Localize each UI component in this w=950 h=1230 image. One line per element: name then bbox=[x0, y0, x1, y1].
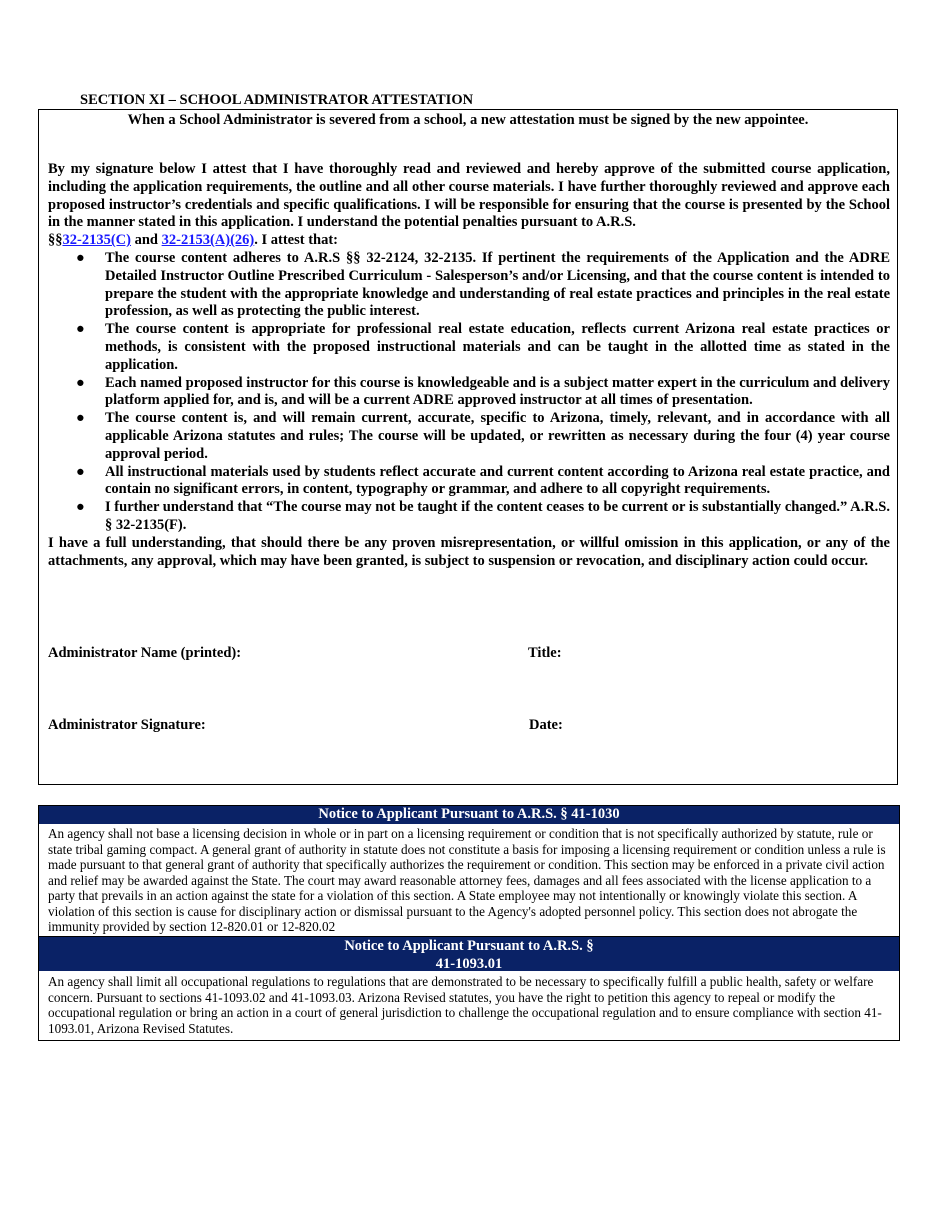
bullet-text: The course content is, and will remain current, accurate, specific to Arizona, timely, relevant, and in accordance with all applicable Arizona statutes and rules; The course will be updated, or rewritten as necessary during the four (4) year course approval period. bbox=[105, 410, 890, 462]
notice-41-1030-header: Notice to Applicant Pursuant to A.R.S. § 41-1030 bbox=[39, 806, 899, 824]
bullet-icon: ● bbox=[76, 463, 85, 480]
date-label: Date: bbox=[529, 717, 563, 733]
bullet-text: All instructional materials used by students reflect accurate and current content according to Arizona real estate practice, and contain no significant errors, in content, typography or grammar, and adhere to all copyright requirements. bbox=[105, 463, 890, 498]
list-item bbox=[48, 375, 890, 411]
bullet-text: The course content adheres to A.R.S §§ 32-2124, 32-2135. If pertinent the requirements of the Application and the ADRE Detailed Instructor Outline Prescribed Curriculum - Salesperson’s and/or Licensing, and that the course content is intended to prepare the student with the appropriate knowledge and understanding of real estate practices and principles in the real estate profession, as well as protecting the public interest. bbox=[105, 249, 890, 320]
attestation-subheading: When a School Administrator is severed from a school, a new attestation must be signed by the new appointee. bbox=[127, 112, 809, 128]
attestation-bullet-list bbox=[48, 250, 890, 535]
notice-41-1030-text: An agency shall not base a licensing decision in whole or in part on a licensing requirement or condition that is not specifically authorized by statute, rule or state tribal gaming compact. A general grant of authority in statute does not constitute a basis for imposing a licensing requirement or condition unless a rule is made pursuant to that general grant of authority that specifically authorizes the requirement or condition. This section may be enforced in a private civil action and relief may be awarded against the State. The court may award reasonable attorney fees, damages and all fees associated with the license application to a party that prevails in an action against the state for a violation of this section. A State employee may not intentionally or knowingly violate this section. A violation of this section is cause for disciplinary action or dismissal pursuant to the Agency's adopted personnel policy. This section does not abrogate the immunity provided by section 12-820.01 or 12-820.02 bbox=[48, 826, 886, 934]
notice-41-1093-text: An agency shall limit all occupational regulations to regulations that are demonstrated to be necessary to specifically fulfill a public health, safety or welfare concern. Pursuant to sections 41-1093.02 and 41-1093.03. Arizona Revised statutes, you have the right to petition this agency to repeal or modify the occupational regulation or bring an action in a court of general jurisdiction to challenge the occupational regulation and to ensure compliance with section 41-1093.01, Arizona Revised Statutes. bbox=[48, 974, 882, 1036]
closing-statement: I have a full understanding, that should there be any proven misrepresentation, or willful omission in this application, or any of the attachments, any approval, which may have been granted, is subject to suspension or revocation, and disciplinary action could occur. bbox=[48, 534, 890, 569]
bullet-text: The course content is appropriate for professional real estate education, reflects current Arizona real estate practices or methods, is consistent with the proposed instructional materials and can be taught in the allotted time as stated in the application. bbox=[105, 321, 890, 373]
admin-signature-label: Administrator Signature: bbox=[48, 717, 206, 733]
bullet-text: Each named proposed instructor for this course is knowledgeable and is a subject matter expert in the curriculum and delivery platform applied for, and is, and will be a current ADRE approved instructor at all times of presentation. bbox=[105, 374, 890, 409]
section-symbols: §§ bbox=[48, 232, 63, 249]
list-item bbox=[48, 464, 890, 500]
list-item bbox=[48, 250, 890, 321]
attestation-body bbox=[48, 161, 890, 570]
bullet-text: I further understand that “The course may not be taught if the content ceases to be current or is substantially changed.” A.R.S. § 32-2135(F). bbox=[105, 499, 890, 533]
bullet-icon: ● bbox=[76, 321, 85, 338]
notice-41-1093-title-line2: 41-1093.01 bbox=[435, 955, 503, 972]
link-32-2153a26[interactable]: 32-2153(A)(26) bbox=[161, 232, 255, 249]
attestation-intro: By my signature below I attest that I have thoroughly read and reviewed and hereby approve of the submitted course application, including the application requirements, the outline and all other course materials. I have further thoroughly reviewed and approve each proposed instructor’s credentials and specific qualifications. I will be responsible for ensuring that the course is presented by the School in the manner stated in this application. I understand the potential penalties pursuant to A.R.S. bbox=[48, 161, 890, 231]
attest-that-text: . I attest that: bbox=[254, 232, 338, 249]
bullet-icon: ● bbox=[76, 410, 85, 427]
and-text: and bbox=[130, 232, 162, 249]
bullet-icon: ● bbox=[76, 499, 85, 516]
bullet-icon: ● bbox=[76, 374, 85, 391]
link-32-2135c[interactable]: 32-2135(C) bbox=[62, 232, 131, 249]
notice-41-1093-title-line1: Notice to Applicant Pursuant to A.R.S. § bbox=[344, 938, 594, 954]
list-item bbox=[48, 321, 890, 374]
section-heading: SECTION XI – SCHOOL ADMINISTRATOR ATTESTATION bbox=[80, 92, 474, 108]
list-item bbox=[48, 499, 890, 535]
notice-41-1093-header bbox=[39, 936, 899, 971]
bullet-icon: ● bbox=[76, 249, 85, 266]
title-label: Title: bbox=[528, 645, 562, 661]
list-item bbox=[48, 410, 890, 463]
ars-reference-line bbox=[48, 232, 890, 250]
admin-name-label: Administrator Name (printed): bbox=[48, 645, 242, 661]
notices-box bbox=[38, 805, 900, 1041]
attestation-box bbox=[38, 109, 898, 785]
